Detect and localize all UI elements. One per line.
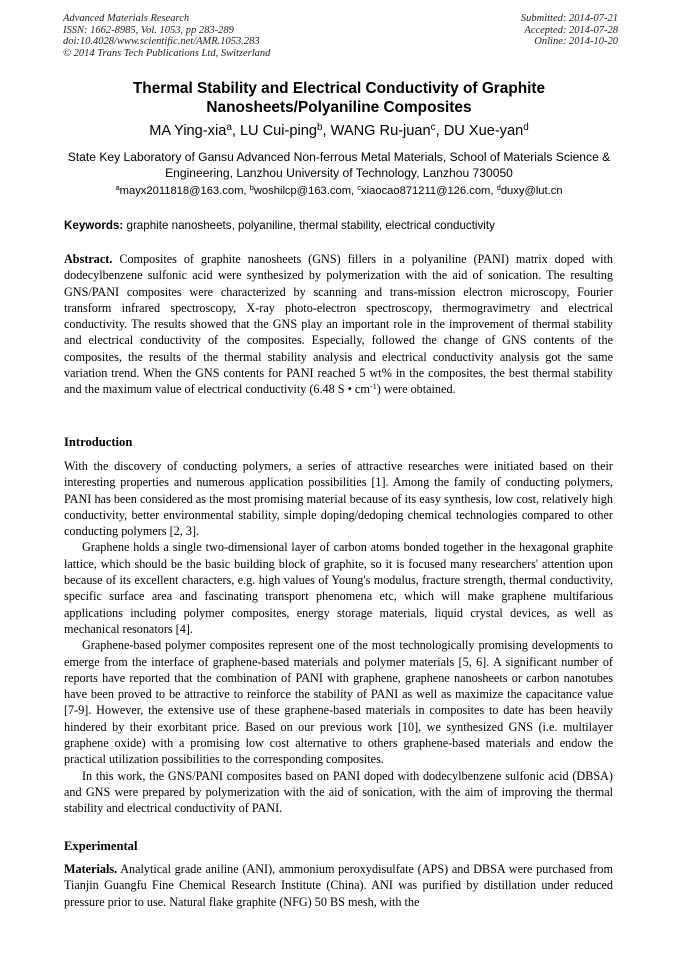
- author: [240, 123, 331, 139]
- journal-header: [63, 13, 270, 59]
- issn-line: ISSN: 1662-8985, Vol. 1053, pp 283-289: [63, 24, 234, 36]
- author-sup: c: [430, 122, 436, 134]
- introduction-body: [64, 458, 613, 817]
- submitted-date: Submitted: 2014-07-21: [520, 13, 618, 24]
- author-name: MA Ying-xia: [149, 123, 227, 139]
- paragraph: In this work, the GNS/PANI composites based on PANI doped with dodecylbenzene sulfonic acid (DBSA) and GNS were prepared by polymerization with the aid of sonication, with the aim of improving the thermal stability and electrical conductivity of PANI.: [64, 768, 613, 816]
- abstract-text: Composites of graphite nanosheets (GNS) fillers in a polyaniline (PANI) matrix doped with dodecylbenzene sulfonic acid were synthesized by polymerization with the aid of sonication. The resulting GNS/PANI composites were characterized by scanning and trans-mission electron microscopy, Fourier transform infrared spectroscopy, X-ray photo-electron spectroscopy, thermogravimetry and electrical conductivity. The results showed that the GNS play an important role in the improvement of thermal stability and electrical conductivity of the composites. Especially, followed the change of GNS contents of the composites, the results of the thermal stability analysis and electrical conductivity analysis got the same variation trend. When the GNS contents for PANI reached 5 wt% in the composites, the best thermal stability and the maximum value of electrical conductivity (6.48 S • cm: [64, 252, 613, 397]
- paragraph: With the discovery of conducting polymers, a series of attractive researches were initiated based on their interesting properties and numerous application possibilities [1]. Among the family of conducting polymers, PANI has been considered as the most promising material because of its easy synthesis, low cost, relatively high conductivity, better environmental stability, simple doping/dedoping chemical technologies compared to other conducting polymers [2, 3].: [64, 459, 613, 539]
- copyright-line: © 2014 Trans Tech Publications Ltd, Switzerland: [63, 47, 271, 59]
- email: [497, 185, 563, 197]
- section-heading-introduction: Introduction: [64, 435, 133, 449]
- title-line-2: Nanosheets/Polyaniline Composites: [206, 99, 472, 116]
- author: [331, 123, 444, 139]
- email-sup: a: [115, 183, 120, 193]
- author-name: WANG Ru-juan: [330, 123, 431, 139]
- email-sup: d: [496, 183, 501, 193]
- author: [149, 123, 240, 139]
- paper-title: [60, 79, 618, 117]
- title-line-1: Thermal Stability and Electrical Conductivity of Graphite: [132, 80, 546, 97]
- email-sep: ,: [243, 185, 250, 197]
- author-sep: ,: [322, 123, 331, 139]
- doi-line: doi:10.4028/www.scientific.net/AMR.1053.283: [63, 36, 260, 48]
- section-heading-experimental: Experimental: [64, 839, 138, 853]
- author-sup: d: [523, 122, 529, 134]
- materials-paragraph: [64, 861, 613, 910]
- email-sep: ,: [490, 185, 497, 197]
- accepted-date: Accepted: 2014-07-28: [524, 24, 618, 36]
- email-address[interactable]: woshilcp@163.com: [253, 185, 352, 197]
- email: [115, 185, 249, 197]
- author-list: [60, 123, 618, 139]
- author-sep: ,: [231, 123, 240, 139]
- email-address[interactable]: xiaocao871211@126.com: [361, 185, 491, 197]
- email: [250, 185, 358, 197]
- affiliation: State Key Laboratory of Gansu Advanced Non-ferrous Metal Materials, School of Materials Science & Engineering, Lanzhou University of Technology, Lanzhou 730050: [67, 150, 611, 180]
- author-name: DU Xue-yan: [443, 123, 524, 139]
- abstract: [64, 251, 613, 398]
- materials-label: Materials.: [64, 862, 118, 876]
- author-sep: ,: [435, 123, 444, 139]
- dates-header: [521, 13, 618, 48]
- paragraph: Graphene-based polymer composites represent one of the most technologically promising developments to emerge from the interface of graphene-based materials and polymer materials [5, 6]. A significant number of reports have reported that the combination of PANI with graphene, graphene nanosheets or carbon nanotubes have been proved to be attractive to reinforce the stability of PANI as well as maximize the capacitance value [7-9]. However, the extensive use of these graphene-based materials in composites to date has been heavily hindered by their exorbitant price. Based on our previous work [10], we synthesized GNS (i.e. multilayer graphene oxide) with a promising low cost alternative to others graphene-based materials and endow the practical utilization possibilities to the corresponding composites.: [64, 638, 613, 767]
- email-address[interactable]: duxy@lut.cn: [500, 185, 563, 197]
- email-sup: c: [357, 183, 362, 193]
- online-date: Online: 2014-10-20: [534, 36, 618, 48]
- keywords-label: Keywords:: [64, 219, 124, 232]
- email-sep: ,: [351, 185, 358, 197]
- email-sup: b: [249, 183, 254, 193]
- email: [357, 185, 496, 197]
- author: [444, 123, 529, 139]
- materials-text: Analytical grade aniline (ANI), ammonium peroxydisulfate (APS) and DBSA were purchased from Tianjin Guangfu Fine Chemical Research Institute (China). ANI was purified by distillation under reduced pressure prior to use. Natural flake graphite (NFG) 50 BS mesh, with the: [64, 862, 613, 909]
- keywords: [64, 219, 618, 232]
- journal-name: Advanced Materials Research: [63, 13, 190, 24]
- email-address[interactable]: mayx2011818@163.com: [119, 185, 244, 197]
- author-name: LU Cui-ping: [239, 123, 317, 139]
- email-list: [60, 185, 618, 197]
- abstract-label: Abstract.: [64, 252, 113, 266]
- abstract-unit-sup: -1: [369, 382, 377, 392]
- author-sup: a: [226, 122, 232, 134]
- keywords-text: graphite nanosheets, polyaniline, thermal stability, electrical conductivity: [123, 219, 495, 232]
- paragraph: Graphene holds a single two-dimensional layer of carbon atoms bonded together in the hexagonal graphite lattice, which should be the basic building block of graphite, so it is focused many researchers' attention upon because of its excellent characters, e.g. high values of Young's modulus, fracture strength, thermal conductivity, specific surface area and fascinating transport phenomena etc, which will make graphene multifarious applications including polymer composites, energy storage materials, liquid crystal devices, as well as mechanical resonators [4].: [64, 540, 613, 636]
- abstract-end: ) were obtained.: [376, 382, 456, 397]
- author-sup: b: [317, 122, 323, 134]
